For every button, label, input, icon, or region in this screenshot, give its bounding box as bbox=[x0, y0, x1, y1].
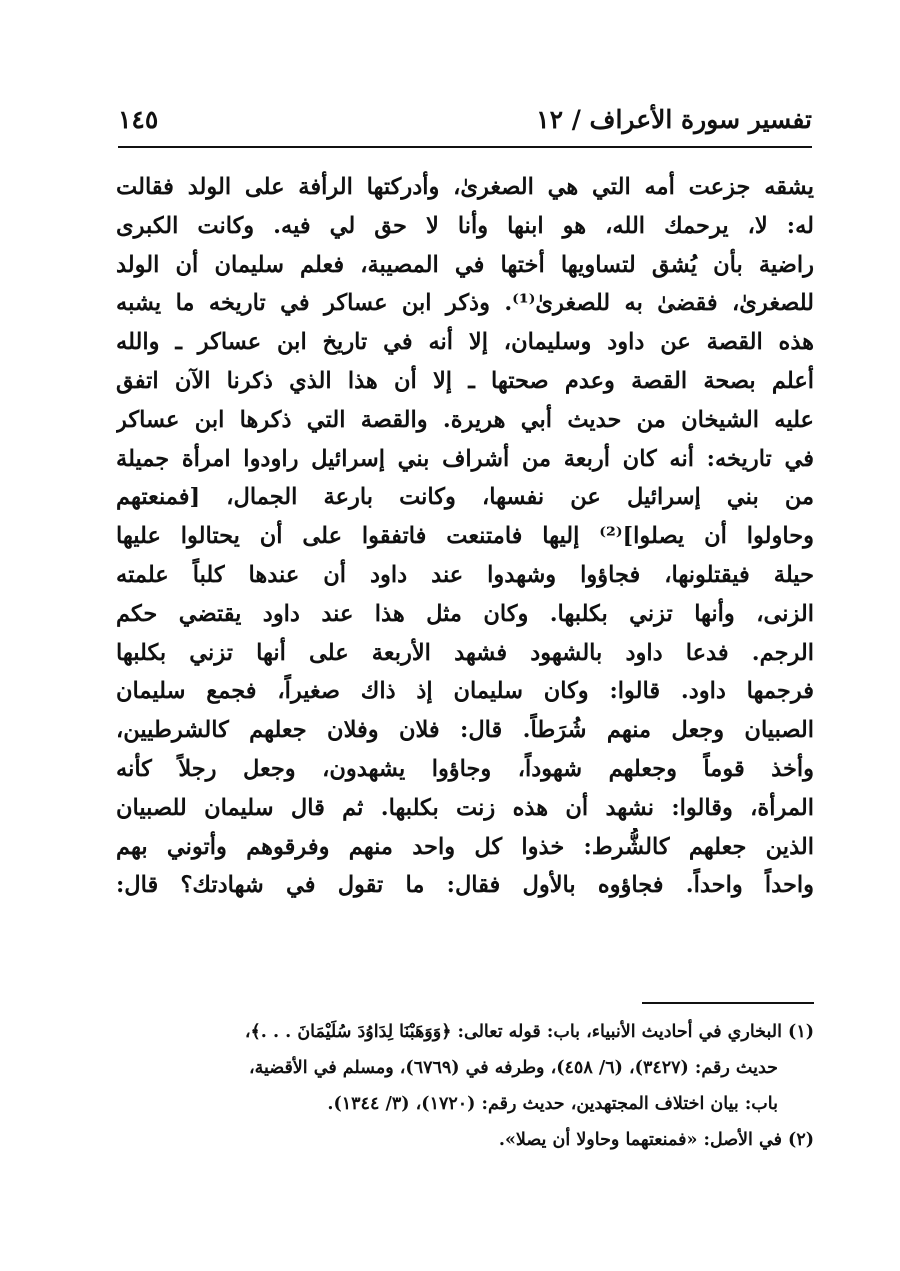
text-line: وحاولوا أن يصلوا]⁽²⁾ إليها فامتنعت فاتفقوا على أن يحتالوا عليها bbox=[116, 523, 814, 550]
text-line: أعلم بصحة القصة وعدم صحتها ـ إلا أن هذا الذي ذكرنا الآن اتفق bbox=[116, 367, 814, 394]
footnotes bbox=[116, 1014, 814, 1158]
footnote-1: (١) البخاري في أحاديث الأنبياء، باب: قوله تعالى: ﴿وَوَهَبْنَا لِدَاوُدَ سُلَيْمَانَ . . .﴾، bbox=[244, 1022, 814, 1042]
footnote-1-continuation: حديث رقم: (٣٤٢٧)، (٦/ ٤٥٨)، وطرفه في (٦٧٦٩)، ومسلم في الأقضية، bbox=[248, 1058, 778, 1078]
text-line: وأخذ قوماً وجعلهم شهوداً، وجاؤوا يشهدون، وجعل رجلاً كأنه bbox=[116, 755, 814, 782]
text-line: المرأة، وقالوا: نشهد أن هذه زنت بكلبها. ثم قال سليمان للصبيان bbox=[116, 794, 814, 821]
running-title: تفسير سورة الأعراف / ١٢ bbox=[536, 104, 812, 134]
text-line: الزنى، وأنها تزني بكلبها. وكان مثل هذا عند داود يقتضي حكم bbox=[116, 600, 814, 627]
page-number: ١٤٥ bbox=[118, 104, 159, 134]
footnote-divider bbox=[642, 1002, 814, 1004]
text-line: الصبيان وجعل منهم شُرَطاً. قال: فلان وفلان جعلهم كالشرطيين، bbox=[116, 717, 814, 744]
text-line: له: لا، يرحمك الله، هو ابنها وأنا لا حق لي فيه. وكانت الكبرى bbox=[116, 212, 814, 239]
text-line: راضية بأن يُشق لتساويها أختها في المصيبة، فعلم سليمان أن الولد bbox=[116, 251, 814, 278]
text-line: واحداً واحداً. فجاؤوه بالأول فقال: ما تقول في شهادتك؟ قال: bbox=[116, 872, 814, 899]
text-line: الذين جعلهم كالشُّرط: خذوا كل واحد منهم وفرقوهم وأتوني بهم bbox=[116, 833, 814, 860]
body-text bbox=[116, 168, 814, 905]
text-line: من بني إسرائيل عن نفسها، وكانت بارعة الجمال، [فمنعتهم bbox=[116, 484, 814, 511]
text-line: عليه الشيخان من حديث أبي هريرة. والقصة التي ذكرها ابن عساكر bbox=[116, 406, 814, 433]
footnote-2: (٢) في الأصل: «فمنعتهما وحاولا أن يصلا». bbox=[498, 1130, 814, 1150]
footnote-1-continuation: باب: بيان اختلاف المجتهدين، حديث رقم: (١٧٢٠)، (٣/ ١٣٤٤). bbox=[327, 1094, 778, 1114]
text-line: في تاريخه: أنه كان أربعة من أشراف بني إسرائيل راودوا امرأة جميلة bbox=[116, 445, 814, 472]
text-line: هذه القصة عن داود وسليمان، إلا أنه في تاريخ ابن عساكر ـ والله bbox=[116, 329, 814, 356]
text-line: الرجم. فدعا داود بالشهود فشهد الأربعة على أنها تزني بكلبها bbox=[116, 639, 814, 666]
text-line: للصغرىٰ، فقضىٰ به للصغرىٰ⁽¹⁾. وذكر ابن عساكر في تاريخه ما يشبه bbox=[116, 290, 814, 317]
text-line: يشقه جزعت أمه التي هي الصغرىٰ، وأدركتها الرأفة على الولد فقالت bbox=[116, 174, 814, 200]
header-divider bbox=[118, 146, 812, 148]
text-line: حيلة فيقتلونها، فجاؤوا وشهدوا عند داود أن عندها كلباً علمته bbox=[116, 561, 814, 588]
text-line: فرجمها داود. قالوا: وكان سليمان إذ ذاك صغيراً، فجمع سليمان bbox=[116, 678, 814, 705]
running-header bbox=[118, 96, 812, 142]
